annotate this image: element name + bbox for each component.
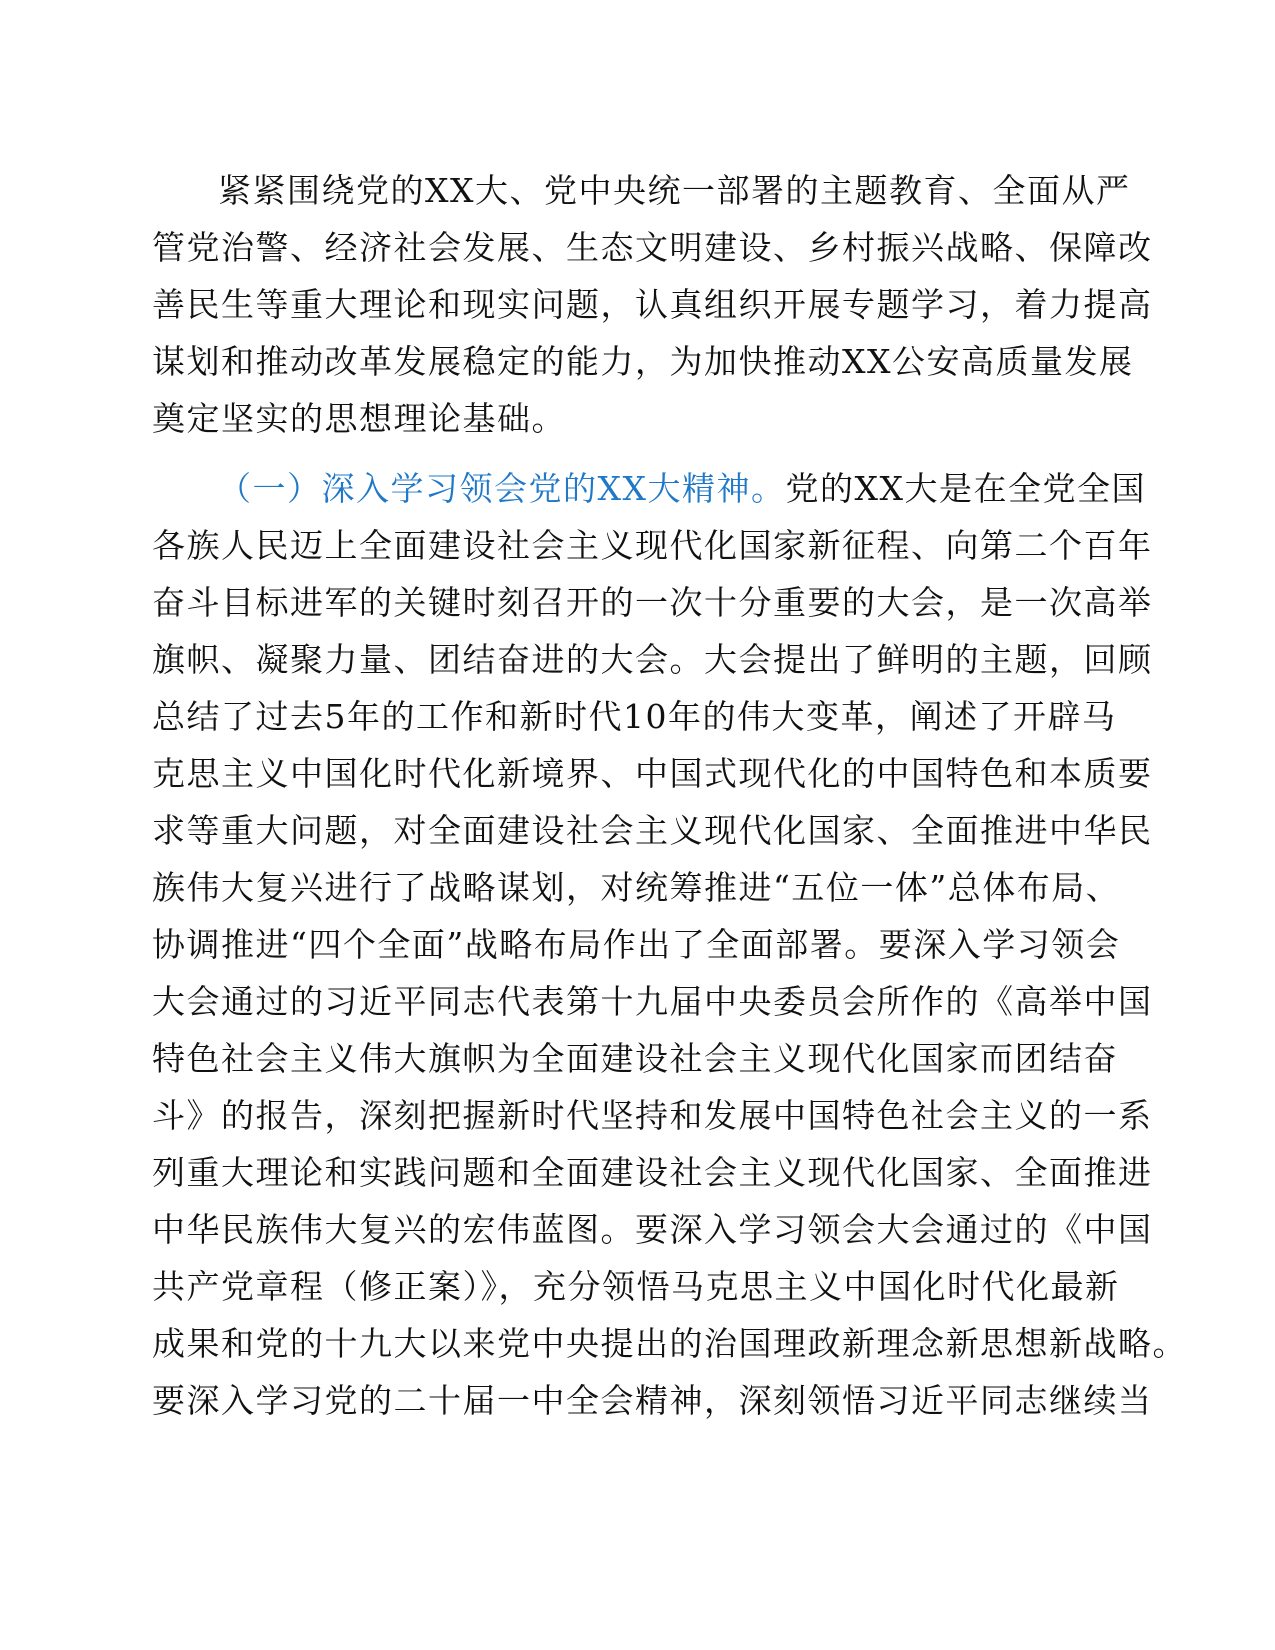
paragraph-intro — [152, 162, 1153, 447]
text-line: 求等重大问题，对全面建设社会主义现代化国家、全面推进中华民 — [152, 811, 1153, 850]
text-line: 列重大理论和实践问题和全面建设社会主义现代化国家、全面推进 — [152, 1153, 1153, 1192]
text-line: 克思主义中国化时代化新境界、中国式现代化的中国特色和本质要 — [152, 754, 1153, 793]
text-line: 总结了过去5年的工作和新时代10年的伟大变革，阐述了开辟马 — [152, 697, 1117, 736]
text-line: 成果和党的十九大以来党中央提出的治国理政新理念新思想新战略。 — [152, 1324, 1187, 1363]
text-line: 要深入学习党的二十届一中全会精神，深刻领悟习近平同志继续当 — [152, 1381, 1153, 1420]
text-line: 协调推进“四个全面”战略布局作出了全面部署。要深入学习领会 — [152, 925, 1121, 964]
text-line: 紧紧围绕党的XX大、党中央统一部署的主题教育、全面从严 — [218, 171, 1131, 210]
section-heading: （一）深入学习领会党的XX大精神。 — [218, 469, 786, 508]
text-line: 中华民族伟大复兴的宏伟蓝图。要深入学习领会大会通过的《中国 — [152, 1210, 1153, 1249]
text-line: 族伟大复兴进行了战略谋划，对统筹推进“五位一体”总体布局、 — [152, 868, 1121, 907]
text-line: 斗》的报告，深刻把握新时代坚持和发展中国特色社会主义的一系 — [152, 1096, 1153, 1135]
section-heading-continuation: 党的XX大是在全党全国 — [785, 469, 1146, 508]
text-line: 奠定坚实的思想理论基础。 — [152, 399, 566, 438]
text-line: 共产党章程（修正案）》，充分领悟马克思主义中国化时代化最新 — [152, 1267, 1120, 1306]
text-line: 大会通过的习近平同志代表第十九届中央委员会所作的《高举中国 — [152, 982, 1153, 1021]
text-line: 旗帜、凝聚力量、团结奋进的大会。大会提出了鲜明的主题，回顾 — [152, 640, 1153, 679]
text-line: 奋斗目标进军的关键时刻召开的一次十分重要的大会，是一次高举 — [152, 583, 1153, 622]
text-line: 管党治警、经济社会发展、生态文明建设、乡村振兴战略、保障改 — [152, 228, 1153, 267]
paragraph-section-one — [152, 460, 1187, 1429]
text-line: 特色社会主义伟大旗帜为全面建设社会主义现代化国家而团结奋 — [152, 1039, 1118, 1078]
text-line: 谋划和推动改革发展稳定的能力，为加快推动XX公安高质量发展 — [152, 342, 1134, 381]
text-line: 各族人民迈上全面建设社会主义现代化国家新征程、向第二个百年 — [152, 526, 1153, 565]
text-line: 善民生等重大理论和现实问题，认真组织开展专题学习，着力提高 — [152, 285, 1153, 324]
section-first-line — [152, 460, 1146, 517]
